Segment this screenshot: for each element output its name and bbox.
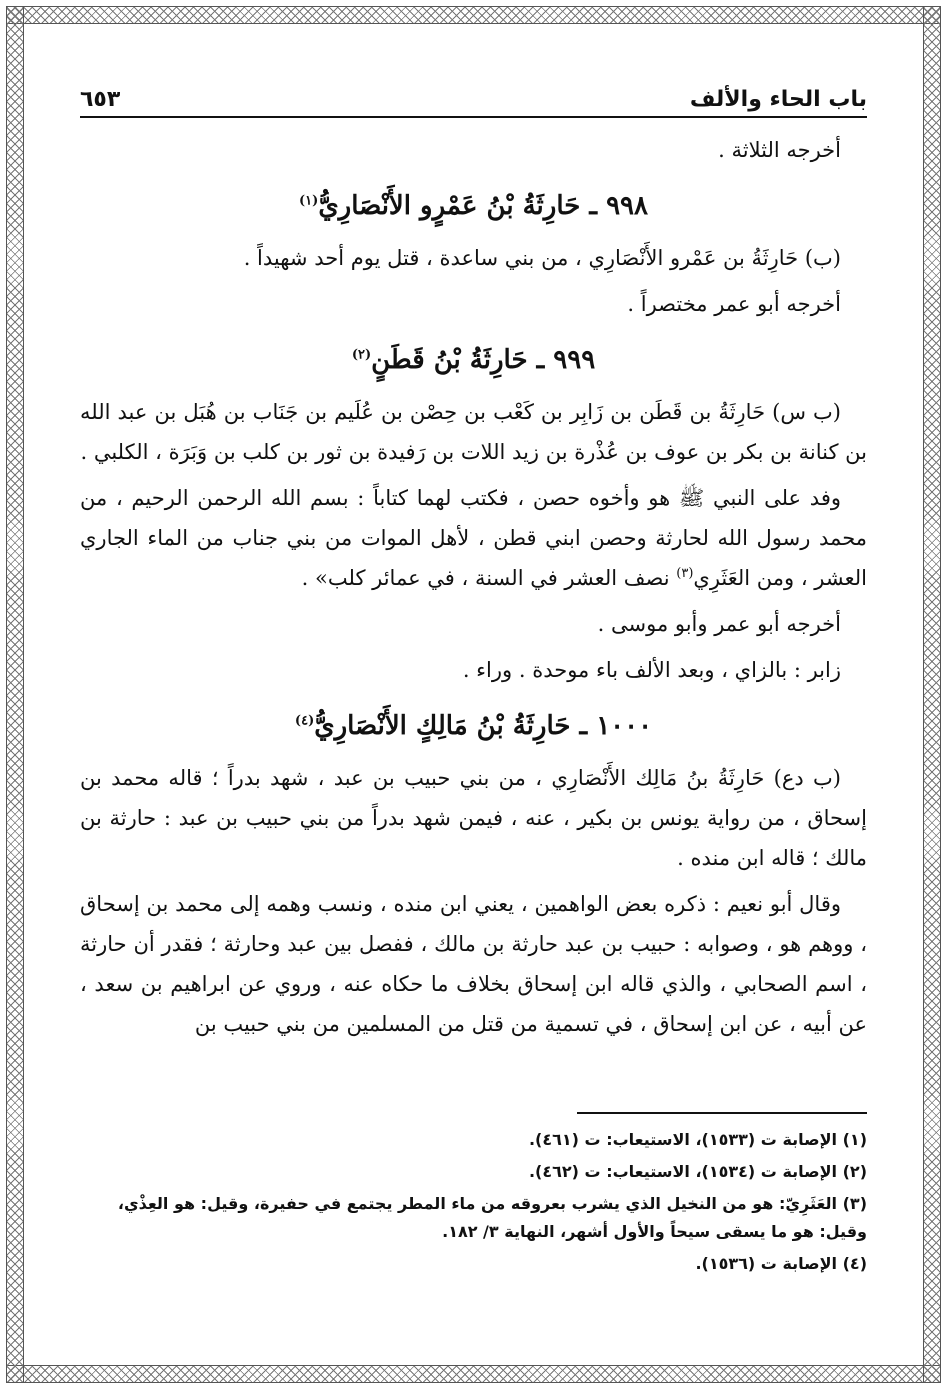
paragraph: أخرجه أبو عمر مختصراً .	[627, 292, 841, 316]
paragraph-text: نصف العشر في السنة ، في عمائر كلب» .	[301, 566, 670, 590]
entry-heading-text: ١٠٠٠ ـ حَارِثَةُ بْنُ مَالِكٍ الأَنْصَارِيُّ	[314, 711, 653, 741]
paragraph: أخرجه أبو عمر وأبو موسى .	[597, 612, 841, 636]
paragraph-intro: أخرجه الثلاثة .	[718, 138, 841, 162]
entry-heading-1000	[80, 704, 867, 748]
ornamental-border-top	[6, 6, 941, 24]
footnote-marker[interactable]: (٣)	[676, 566, 694, 581]
footnote: (١) الإصابة ت (١٥٣٣)، الاستيعاب: ت (٤٦١).	[528, 1130, 867, 1149]
paragraph: (ب دع) حَارِثَةُ بنُ مَالِك الأَنْصَارِي ، من بني حبيب بن عبد ، شهد بدراً ؛ قاله محمد بن إسحاق ، من رواية يونس بن بكير ، عنه ، فيمن شهد بدراً من بني حبيب بن عبد : حارثة بن مالك ؛ قاله ابن منده .	[80, 766, 867, 870]
footnote-marker[interactable]: (٤)	[294, 713, 315, 729]
paragraph-text: وفد على النبي ﷺ هو وأخوه حصن ، فكتب لهما كتاباً : بسم الله الرحمن الرحيم ، من محمد رسول الله لحارثة وحصن ابني قطن ، لأهل الموات من بني جناب من الماء الجاري العشر ، ومن العَثَرِي	[80, 486, 867, 590]
footnote-marker[interactable]: (٢)	[351, 347, 372, 363]
footnote: (٢) الإصابة ت (١٥٣٤)، الاستيعاب: ت (٤٦٢).	[528, 1162, 867, 1181]
footnote: (٤) الإصابة ت (١٥٣٦).	[695, 1254, 867, 1273]
paragraph: (ب س) حَارِثَةُ بن قَطَن بن زَابِر بن كَعْب بن حِصْن بن عُلَيم بن جَنَاب بن هُبَل بن عبد الله بن كنانة بن بكر بن عوف بن عُذْرة بن زيد اللات بن رَفيدة بن ثور بن كلب بن وَبَرَة ، الكلبي .	[80, 400, 867, 464]
paragraph: زابر : بالزاي ، وبعد الألف باء موحدة . وراء .	[462, 658, 841, 682]
paragraph	[80, 478, 867, 598]
chapter-title: باب الحاء والألف	[689, 87, 867, 112]
page-number: ٦٥٣	[80, 87, 121, 112]
entry-heading-text: ٩٩٨ ـ حَارِثَةُ بْنُ عَمْرٍو الأَنْصَارِيُّ	[318, 191, 648, 221]
ornamental-border-right	[923, 6, 941, 1383]
ornamental-border-bottom	[6, 1365, 941, 1383]
footnote-divider	[577, 1112, 867, 1114]
entry-heading-text: ٩٩٩ ـ حَارِثَةُ بْنُ قَطَنٍ	[371, 345, 596, 375]
footnote-marker[interactable]: (١)	[299, 193, 319, 209]
main-text	[80, 130, 867, 1050]
entry-heading-999	[80, 338, 867, 382]
ornamental-border-left	[6, 6, 24, 1383]
running-header	[80, 82, 867, 118]
entry-heading-998	[80, 184, 867, 228]
paragraph: وقال أبو نعيم : ذكره بعض الواهمين ، يعني ابن منده ، ونسب وهمه إلى محمد بن إسحاق ، ووهم هو ، وصوابه : حبيب بن عبد حارثة بن مالك ، ففصل بين عبد وحارثة ؛ فقدر أن حارثة ، اسم الصحابي ، والذي قاله ابن إسحاق بخلاف ما حكاه عنه ، وروي عن ابراهيم بن سعد ، عن أبيه ، عن ابن إسحاق ، في تسمية من قتل من المسلمين من بني حبيب بن	[80, 892, 867, 1036]
paragraph: (ب) حَارِثَةُ بن عَمْرو الأَنْصَارِي ، من بني ساعدة ، قتل يوم أحد شهيداً .	[243, 246, 841, 270]
footnote: (٣) العَثَرِيّ: هو من النخيل الذي يشرب بعروقه من ماء المطر يجتمع في حفيرة، وقيل: هو العِذْي، وقيل: هو ما يسقى سيحاً والأول أشهر، النهاية ٣/ ١٨٢.	[117, 1194, 867, 1241]
footnotes	[80, 1112, 867, 1282]
